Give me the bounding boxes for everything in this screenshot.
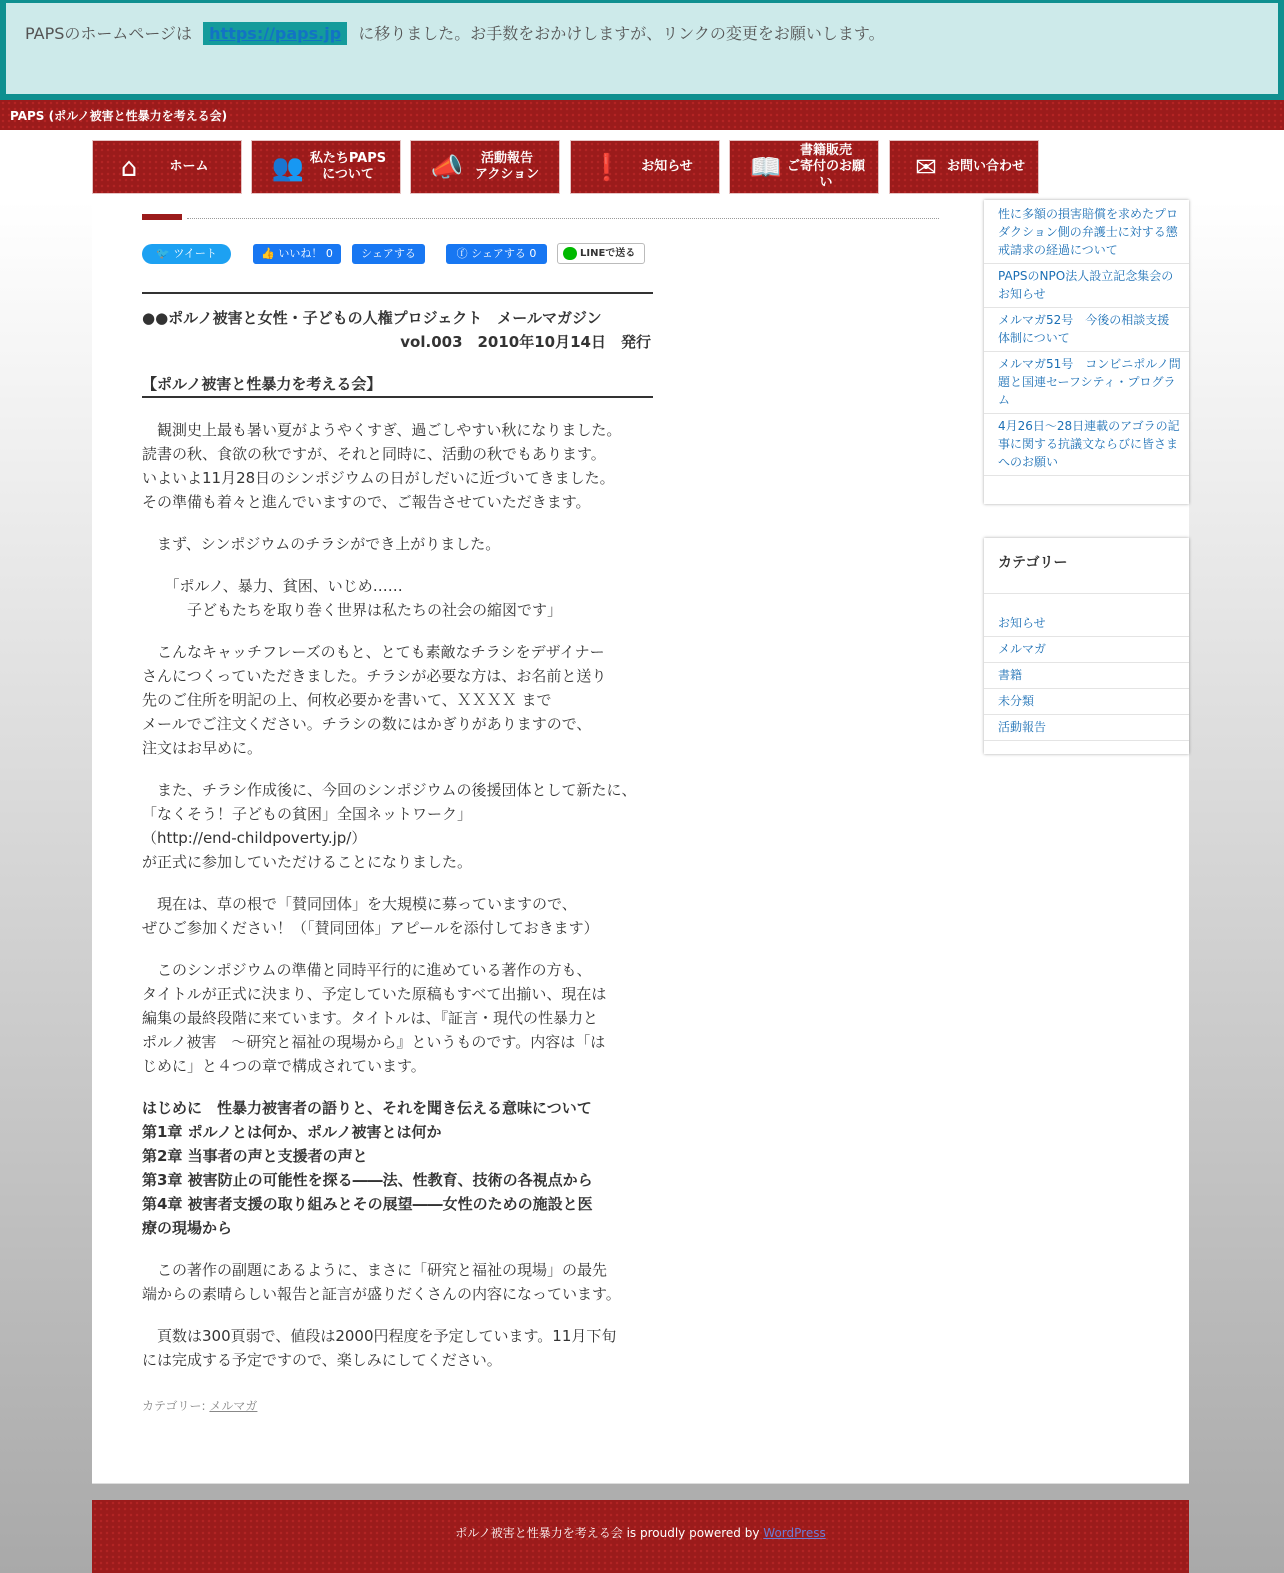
category-label: カテゴリー: — [142, 1399, 206, 1413]
newsletter-issue: vol.003 2010年10月14日 発行 — [400, 333, 651, 351]
site-bar — [0, 100, 1284, 130]
site-title[interactable]: PAPS (ポルノ被害と性暴力を考える会) — [10, 109, 228, 123]
org-name: 【ポルノ被害と性暴力を考える会】 — [142, 375, 382, 393]
paragraph: このシンポジウムの準備と同時平行的に進めている著作の方も、 タイトルが正式に決まり、予定していた原稿もすべて出揃い、現在は 編集の最終段階に来ています。タイトルは、『証言・現代の性暴力と ポルノ被害 ～研究と福祉の現場から』というものです。内容は「は じめに」と４つの章で構成されています。 — [142, 961, 607, 1075]
notice-before: PAPSのホームページは — [25, 24, 193, 43]
category-list — [984, 611, 1189, 741]
category-item[interactable]: 未分類 — [984, 689, 1189, 715]
recent-post-link[interactable]: 性に多額の損害賠償を求めたプロダクション側の弁護士に対する懲戒請求の経過について — [984, 202, 1189, 264]
nav-contact-button[interactable] — [889, 140, 1039, 194]
recent-post-link[interactable]: 4月26日〜28日連載のアゴラの記事に関する抗議文ならびに皆さまへのお願い — [984, 414, 1189, 476]
article-body — [142, 292, 667, 1418]
nav-label: 私たちPAPS について — [309, 151, 387, 182]
like-button[interactable] — [253, 244, 341, 264]
notice-text — [25, 21, 885, 45]
paragraph: こんなキャッチフレーズのもと、とても素敵なチラシをデザイナー さんにつくっていただきました。チラシが必要な方は、お名前と送り 先のご住所を明記の上、何枚必要かを書いて、ＸＸＸＸ まで メールでご注文ください。チラシの数にはかぎりがありますので、 注文はお早めに。 — [142, 643, 607, 757]
rule-top — [142, 292, 653, 294]
nav-books-button[interactable] — [729, 140, 879, 194]
line-icon — [563, 247, 577, 260]
recent-posts-widget — [984, 200, 1189, 504]
paragraph: 頁数は300頁弱で、値段は2000円程度を予定しています。11月下旬 には完成する予定ですので、楽しみにしてください。 — [142, 1327, 617, 1369]
nav-activity-button[interactable] — [410, 140, 560, 194]
category-item[interactable]: お知らせ — [984, 611, 1189, 637]
exclamation-icon: ❗ — [590, 153, 624, 183]
nav-label: 書籍販売 ご寄付のお願い — [786, 143, 865, 190]
mail-icon: ✉ — [915, 153, 937, 183]
site-footer — [92, 1500, 1189, 1573]
twitter-icon: 🐦 — [156, 247, 170, 260]
recent-post-link[interactable]: メルマガ52号 今後の相談支援体制について — [984, 308, 1189, 352]
chapter-list: はじめに 性暴力被害者の語りと、それを聞き伝える意味について 第1章 ポルノとは何か、ポルノ被害とは何か 第2章 当事者の声と支援者の声と 第3章 被害防止の可能性を探る――法、性教育、技術の各視点から 第4章 被害者支援の取り組みとその展望――女性のための施設と医 療の現場から — [142, 1099, 593, 1237]
fb-share-label: シェアする 0 — [471, 247, 537, 260]
category-item[interactable]: 書籍 — [984, 663, 1189, 689]
line-share-button[interactable] — [557, 243, 645, 264]
category-link[interactable]: メルマガ — [209, 1399, 258, 1413]
like-label: いいね！ 0 — [278, 247, 333, 260]
paragraph: この著作の副題にあるように、まさに「研究と福祉の現場」の最先 端からの素晴らしい報告と証言が盛りだくさんの内容になっています。 — [142, 1261, 621, 1303]
footer-text: ポルノ被害と性暴力を考える会 is proudly powered by — [455, 1526, 760, 1540]
recent-posts-list — [984, 202, 1189, 476]
megaphone-icon: 📣 — [430, 153, 464, 183]
line-label: LINEで送る — [580, 248, 636, 259]
category-item[interactable]: メルマガ — [984, 637, 1189, 663]
post-category — [142, 1394, 667, 1418]
rule-bottom — [142, 396, 653, 398]
categories-title: カテゴリー — [998, 555, 1068, 571]
paragraph: 現在は、草の根で「賛同団体」を大規模に募っていますので、 ぜひご参加ください！（「賛同団体」アピールを添付しておきます） — [142, 895, 599, 937]
home-icon: ⌂ — [120, 153, 138, 183]
nav-label: お問い合わせ — [946, 159, 1025, 174]
tweet-label: ツイート — [173, 247, 217, 260]
footer-divider — [92, 1483, 1189, 1484]
wordpress-link[interactable]: WordPress — [763, 1526, 826, 1540]
book-icon: 📖 — [749, 153, 783, 183]
paragraph: まず、シンポジウムのチラシができ上がりました。 — [142, 535, 501, 553]
notice-link[interactable]: https://paps.jp — [203, 22, 347, 45]
widget-divider — [984, 593, 1189, 594]
notice-after: に移りました。お手数をおかけしますが、リンクの変更をお願いします。 — [358, 24, 885, 43]
nav-about-button[interactable] — [251, 140, 401, 194]
redirect-notice — [0, 0, 1284, 100]
nav-news-button[interactable] — [570, 140, 720, 194]
paragraph: また、チラシ作成後に、今回のシンポジウムの後援団体として新たに、 「なくそう！子どもの貧困」全国ネットワーク」 （http://end-childpoverty.jp/） が正式に参加していただけることになりました。 — [142, 781, 637, 871]
newsletter-header: ●●ポルノ被害と女性・子どもの人権プロジェクト メールマガジン — [142, 309, 602, 327]
title-accent — [142, 214, 182, 220]
footer-credit — [92, 1524, 1189, 1541]
nav-label: お知らせ — [641, 159, 693, 174]
facebook-share-button[interactable] — [446, 244, 547, 264]
title-divider — [187, 218, 939, 219]
tweet-button[interactable] — [142, 244, 231, 264]
categories-widget — [984, 538, 1189, 754]
people-icon: 👥 — [271, 153, 305, 183]
recent-post-link[interactable]: メルマガ51号 コンビニポルノ問題と国連セーフシティ・プログラム — [984, 352, 1189, 414]
nav-label: 活動報告 アクション — [474, 151, 540, 182]
category-item[interactable]: 活動報告 — [984, 715, 1189, 741]
facebook-icon: ⓕ — [456, 247, 468, 260]
paragraph: 「ポルノ、暴力、貧困、いじめ…… 子どもたちを取り巻く世界は私たちの社会の縮図です」 — [172, 577, 563, 619]
nav-label: ホーム — [169, 159, 209, 174]
share-button[interactable]: シェアする — [352, 244, 425, 264]
paragraph: 観測史上最も暑い夏がようやくすぎ、過ごしやすい秋になりました。 読書の秋、食欲の秋ですが、それと同時に、活動の秋でもあります。 いよいよ11月28日のシンポジウムの日がしだいに近づいてきました。 その準備も着々と進んでいますので、ご報告させていただきます。 — [142, 421, 622, 511]
recent-post-link[interactable]: PAPSのNPO法人設立記念集会のお知らせ — [984, 264, 1189, 308]
thumbs-up-icon: 👍 — [261, 247, 275, 260]
nav-home-button[interactable] — [92, 140, 242, 194]
